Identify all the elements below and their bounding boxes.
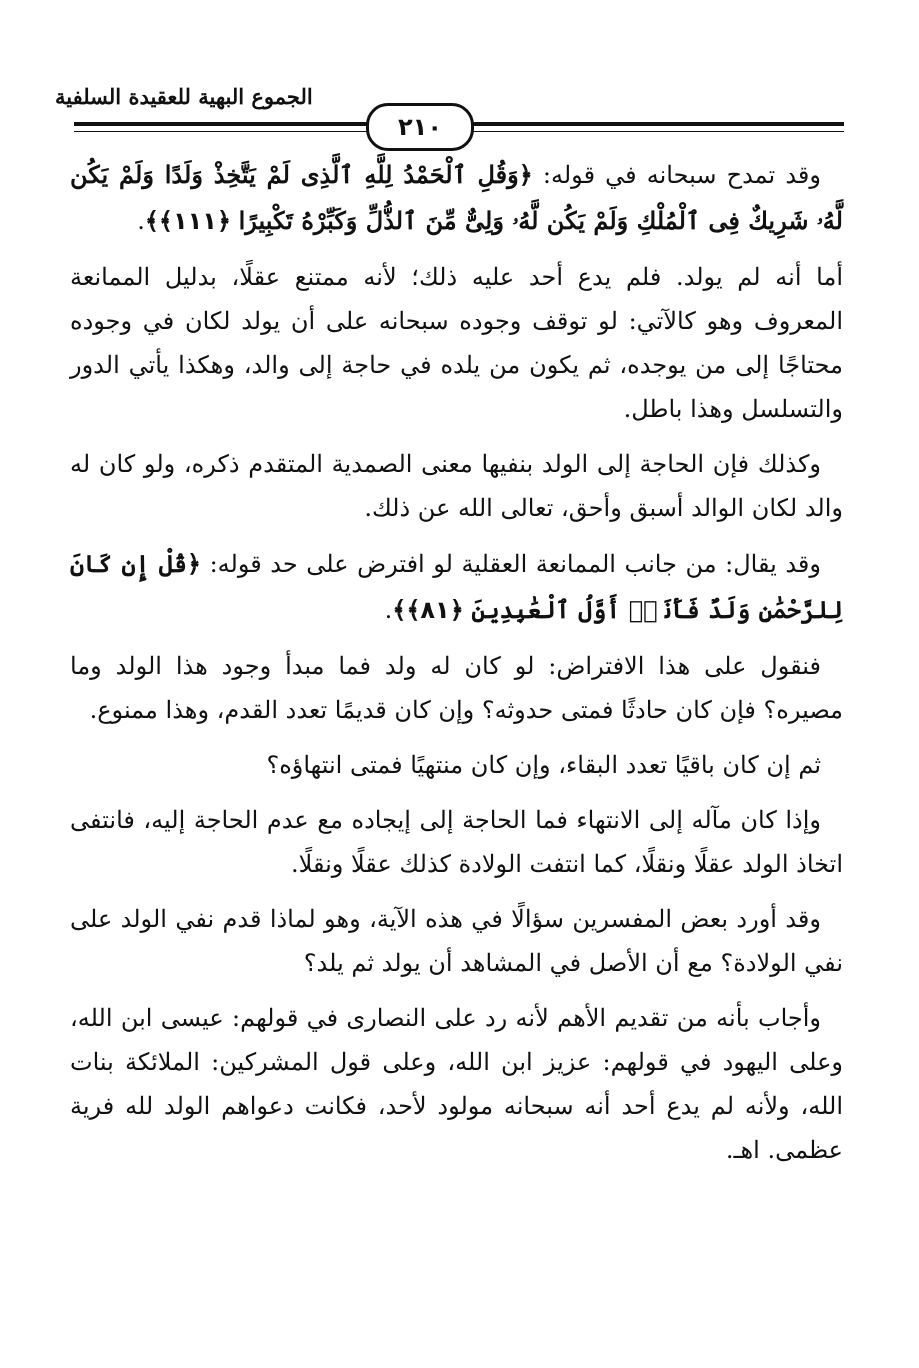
verse-close-bracket: ﴾ <box>144 207 159 235</box>
paragraph-text: وكذلك فإن الحاجة إلى الولد بنفيها معنى الصمدية المتقدم ذكره، ولو كان له والد لكان الوالد أسبق وأحق، تعالى الله عن ذلك. <box>70 450 843 522</box>
paragraph-6 <box>70 743 843 787</box>
running-header <box>0 0 919 140</box>
paragraph-1 <box>70 152 843 244</box>
paragraph-end: . <box>384 596 393 624</box>
ayah-number: ﴿١١١﴾ <box>158 207 231 235</box>
paragraph-text: ثم إن كان باقيًا تعدد البقاء، وإن كان منتهيًا فمتى انتهاؤه؟ <box>266 751 821 779</box>
book-title: الجموع البهية للعقيدة السلفية <box>55 84 313 109</box>
paragraph-9 <box>70 996 843 1172</box>
paragraph-end: . <box>137 207 145 235</box>
verse-close-bracket: ﴾ <box>392 596 407 624</box>
paragraph-4 <box>70 541 843 633</box>
paragraph-5 <box>70 644 843 732</box>
paragraph-7 <box>70 798 843 886</box>
page-number: ٢١٠ <box>366 103 474 151</box>
paragraph-8 <box>70 897 843 985</box>
verse-open-bracket: ﴿ <box>186 550 202 578</box>
paragraph-2 <box>70 255 843 431</box>
paragraph-text: وأجاب بأنه من تقديم الأهم لأنه رد على النصارى في قولهم: عيسى ابن الله، وعلى اليهود في قولهم: عزيز ابن الله، وعلى قول المشركين: الملائكة بنات الله، ولأنه لم يدع أحد أنه سبحانه مولود لأحد، فكانت دعواهم الولد لله فرية عظمى. اهـ. <box>70 1004 843 1164</box>
paragraph-text: وقد يقال: من جانب الممانعة العقلية لو افترض على حد قوله: <box>201 550 821 578</box>
paragraph-text: وقد أورد بعض المفسرين سؤالًا في هذه الآية، وهو لماذا قدم نفي الولد على نفي الولادة؟ مع أن الأصل في المشاهد أن يولد ثم يلد؟ <box>70 905 843 977</box>
quran-verse: قُلْ إِن كَانَ لِلرَّحْمَٰنِ وَلَدٌ فَأَنَا۠ أَوَّلُ ٱلْعَٰبِدِينَ <box>70 549 843 624</box>
verse-open-bracket: ﴿ <box>518 161 533 189</box>
paragraph-text: وقد تمدح سبحانه في قوله: <box>532 161 821 189</box>
paragraph-3 <box>70 442 843 530</box>
page-body <box>70 152 843 1183</box>
paragraph-text: فنقول على هذا الافتراض: لو كان له ولد فما مبدأ وجود هذا الولد وما مصيره؟ فإن كان حادثًا فمتى حدوثه؟ وإن كان قديمًا تعدد القدم، وهذا ممنوع. <box>70 652 843 724</box>
ayah-number: ﴿٨١﴾ <box>406 596 464 624</box>
paragraph-text: أما أنه لم يولد. فلم يدع أحد عليه ذلك؛ لأنه ممتنع عقلًا، بدليل الممانعة المعروف وهو كالآتي: لو توقف وجوده سبحانه على أن يولد لكان في وجوده محتاجًا إلى من يوجده، ثم يكون من يلده في حاجة إلى والد، وهكذا يأتي الدور والتسلسل وهذا باطل. <box>70 263 844 423</box>
quran-verse: وَقُلِ ٱلْحَمْدُ لِلَّهِ ٱلَّذِى لَمْ يَتَّخِذْ وَلَدًا وَلَمْ يَكُن لَّهُۥ شَرِيكٌ فِى ٱلْمُلْكِ وَلَمْ يَكُن لَّهُۥ وَلِىٌّ مِّنَ ٱلذُّلِّ وَكَبِّرْهُ تَكْبِيرًا <box>70 160 843 235</box>
paragraph-text: وإذا كان مآله إلى الانتهاء فما الحاجة إلى إيجاده مع عدم الحاجة إليه، فانتفى اتخاذ الولد عقلًا ونقلًا، كما انتفت الولادة كذلك عقلًا ونقلًا. <box>70 806 843 878</box>
